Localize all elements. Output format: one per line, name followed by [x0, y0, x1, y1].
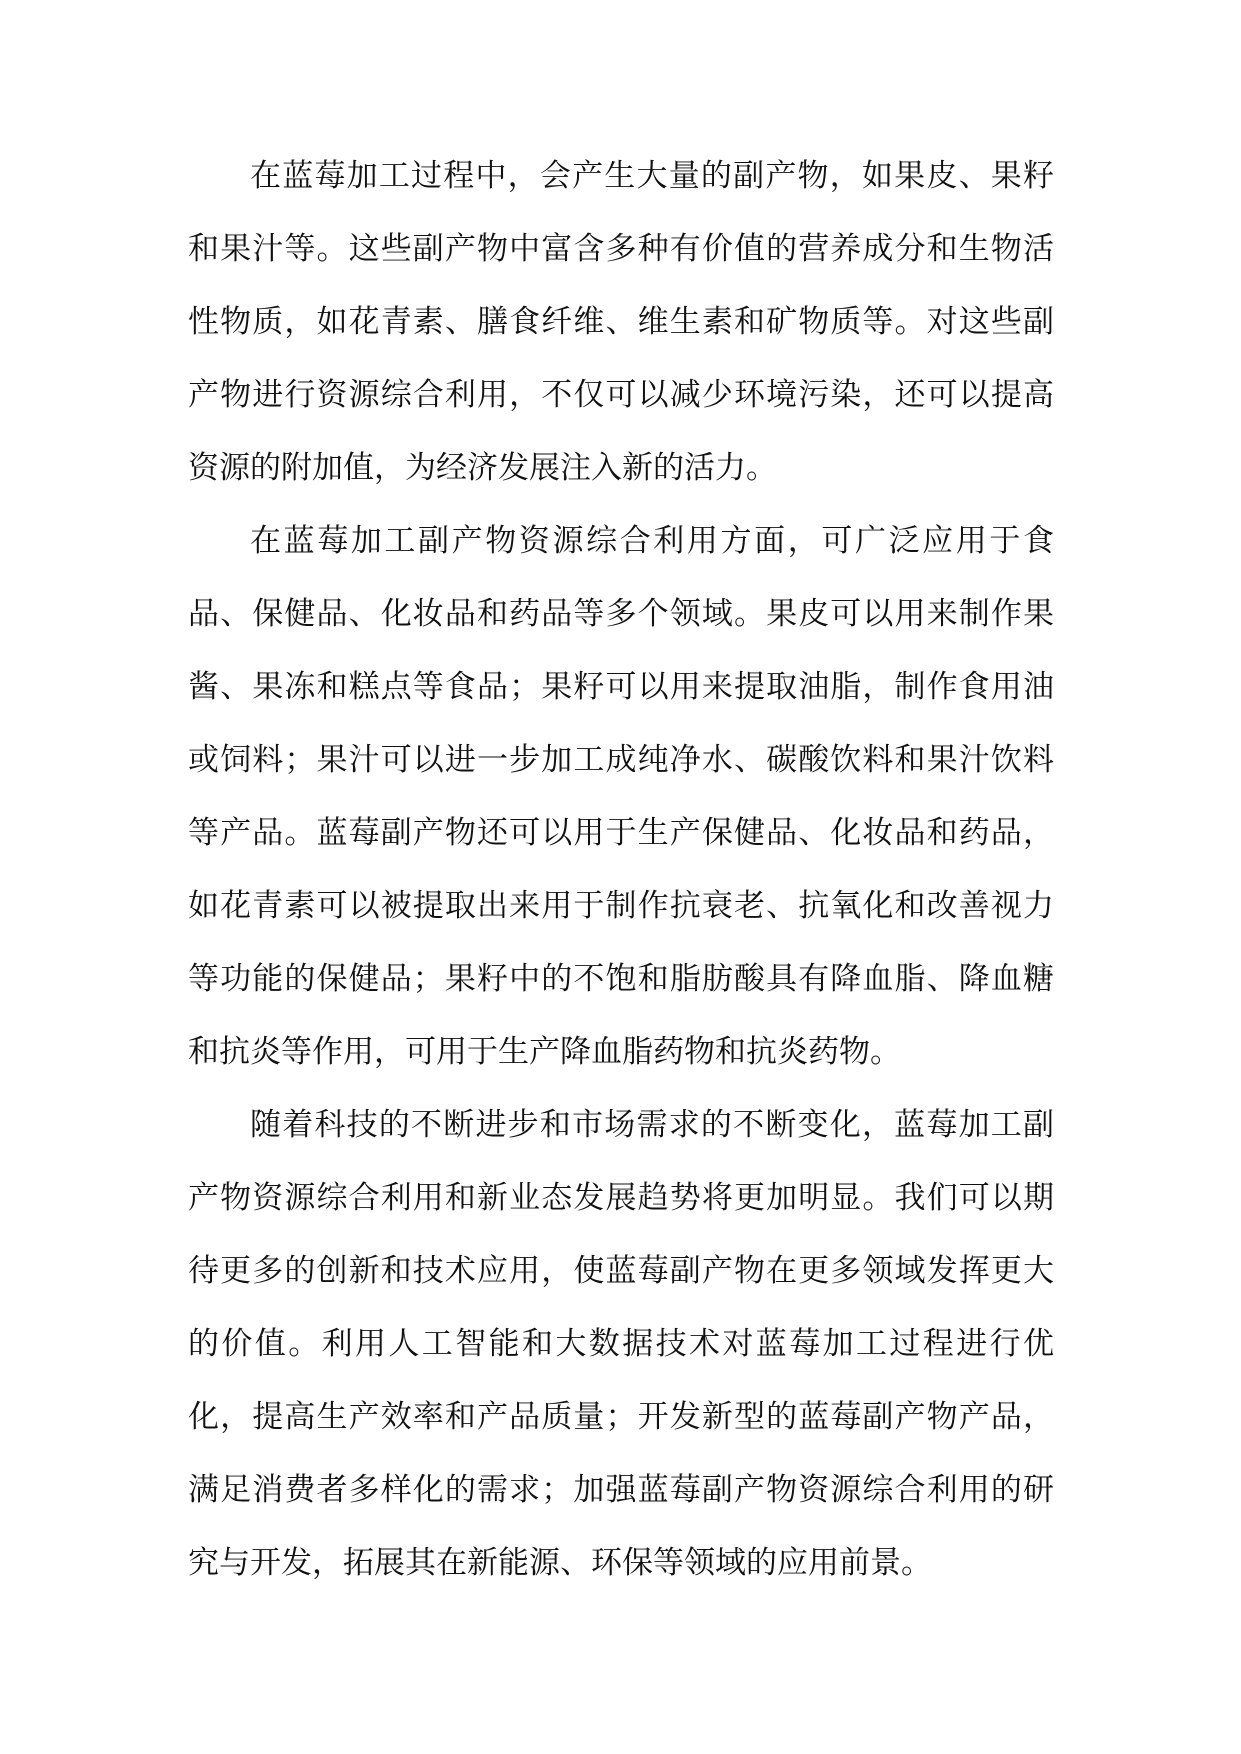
paragraph-1: 在蓝莓加工过程中，会产生大量的副产物，如果皮、果籽和果汁等。这些副产物中富含多种有价值的营养成分和生物活性物质，如花青素、膳食纤维、维生素和矿物质等。对这些副产物进行资源综合利用，不仅可以减少环境污染，还可以提高资源的附加值，为经济发展注入新的活力。 [188, 158, 1054, 486]
paragraph-2: 在蓝莓加工副产物资源综合利用方面，可广泛应用于食品、保健品、化妆品和药品等多个领域。果皮可以用来制作果酱、果冻和糕点等食品；果籽可以用来提取油脂，制作食用油或饲料；果汁可以进一步加工成纯净水、碳酸饮料和果汁饮料等产品。蓝莓副产物还可以用于生产保健品、化妆品和药品，如花青素可以被提取出来用于制作抗衰老、抗氧化和改善视力等功能的保健品；果籽中的不饱和脂肪酸具有降血脂、降血糖和抗炎等作用，可用于生产降血脂药物和抗炎药物。 [188, 523, 1054, 1070]
document-body [188, 140, 1054, 1600]
paragraph-3: 随着科技的不断进步和市场需求的不断变化，蓝莓加工副产物资源综合利用和新业态发展趋势将更加明显。我们可以期待更多的创新和技术应用，使蓝莓副产物在更多领域发挥更大的价值。利用人工智能和大数据技术对蓝莓加工过程进行优化，提高生产效率和产品质量；开发新型的蓝莓副产物产品，满足消费者多样化的需求；加强蓝莓副产物资源综合利用的研究与开发，拓展其在新能源、环保等领域的应用前景。 [188, 1107, 1054, 1581]
